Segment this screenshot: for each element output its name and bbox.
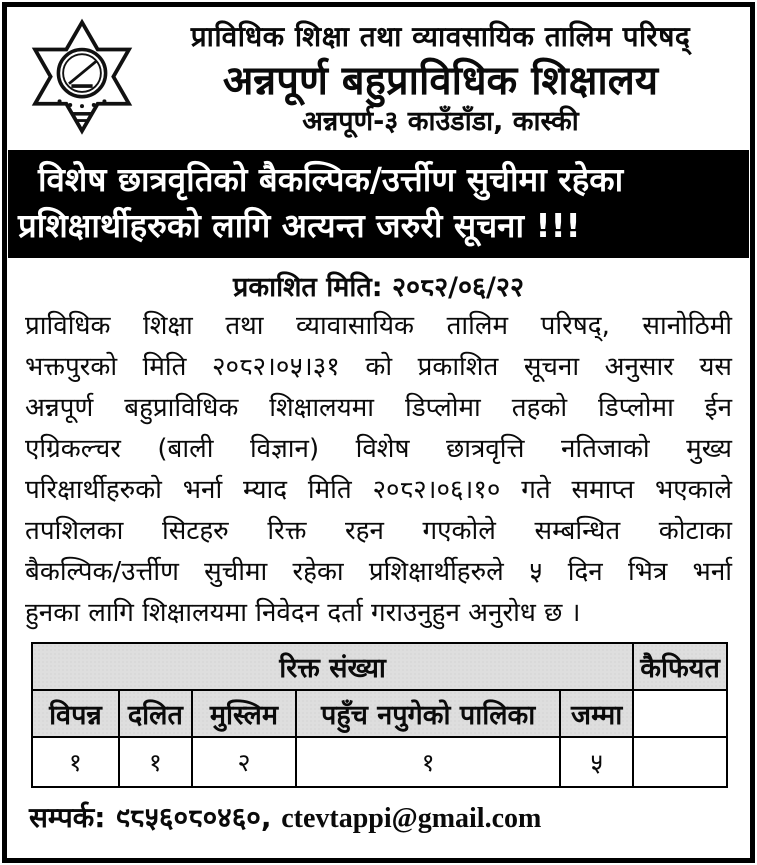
notice-body-line: बैकल्पिक/उर्त्तीण सुचीमा रहेका प्रशिक्षार्थीहरुले ५ दिन भित्र भर्ना xyxy=(25,557,732,588)
value-remarks xyxy=(633,737,727,787)
organization-name: प्राविधिक शिक्षा तथा व्यावसायिक तालिम परिषद् xyxy=(190,20,691,54)
contact-label: सम्पर्क: xyxy=(29,801,106,835)
contact-separator: , xyxy=(260,801,272,835)
notice-body-line: अन्नपूर्ण बहुप्राविधिक शिक्षालयमा डिप्लोमा तहको डिप्लोमा ईन xyxy=(25,393,732,424)
column-header-muslim: मुस्लिम xyxy=(192,690,296,737)
value-palika: १ xyxy=(296,737,560,787)
column-header-total: जम्मा xyxy=(560,690,633,737)
school-logo xyxy=(21,15,143,143)
table-group-header-row xyxy=(32,643,727,690)
column-header-palika: पहुँच नपुगेको पालिका xyxy=(296,690,560,737)
letterhead-titles xyxy=(143,21,738,136)
table-data-row xyxy=(32,737,727,787)
notice-title-banner xyxy=(8,150,749,258)
value-vipanna: १ xyxy=(32,737,119,787)
column-header-dalit: दलित xyxy=(119,690,192,737)
published-date-label: प्रकाशित मिति: xyxy=(232,272,383,304)
published-date-line xyxy=(7,267,750,304)
value-muslim: २ xyxy=(192,737,296,787)
notice-body-line: तपशिलका सिटहरु रिक्त रहन गएकोले सम्बन्धित कोटाका xyxy=(25,516,732,547)
school-address: अन्नपूर्ण-३ काउँडाँडा, कास्की xyxy=(302,105,579,137)
value-dalit: १ xyxy=(119,737,192,787)
contact-email: ctevtappi@gmail.com xyxy=(281,803,542,835)
table-column-header-row xyxy=(32,690,727,737)
notice-body-line: भक्तपुरको मिति २०८२।०५।३१ को प्रकाशित सूचना अनुसार यस xyxy=(25,352,732,383)
letterhead xyxy=(7,7,750,147)
banner-line-1: विशेष छात्रवृतिको बैकल्पिक/उर्त्तीण सुचीमा रहेका xyxy=(38,160,624,199)
notice-body-line: एग्रिकल्चर (बाली विज्ञान) विशेष छात्रवृत्ति नतिजाको मुख्य xyxy=(25,434,732,465)
banner-line-2: प्रशिक्षार्थीहरुको लागि अत्यन्त जरुरी सूचना !!! xyxy=(18,206,581,246)
vacancy-table xyxy=(31,642,728,788)
value-total: ५ xyxy=(560,737,633,787)
published-date-value: २०८२/०६/२२ xyxy=(391,272,524,304)
remarks-header: कैफियत xyxy=(633,643,727,690)
remarks-subheader-cell xyxy=(633,690,727,737)
contact-phone: ९८५६०८०४६० xyxy=(115,801,261,835)
notice-body xyxy=(7,304,750,634)
school-name: अन्नपूर्ण बहुप्राविधिक शिक्षालय xyxy=(222,57,659,104)
column-header-vipanna: विपन्न xyxy=(32,690,119,737)
six-pointed-star-icon xyxy=(23,17,141,141)
document-border-frame xyxy=(2,2,755,863)
notice-body-line: परिक्षार्थीहरुको भर्ना म्याद मिति २०८२।०६।१० गते समाप्त भएकाले xyxy=(25,475,732,506)
notice-body-line: हुनका लागि शिक्षालयमा निवेदन दर्ता गराउनुहुन अनुरोध छ । xyxy=(25,598,581,629)
contact-line xyxy=(7,788,750,846)
vacant-count-group-header: रिक्त संख्या xyxy=(32,643,633,690)
notice-body-line: प्राविधिक शिक्षा तथा व्यावासायिक तालिम परिषद्, सानोठिमी xyxy=(25,311,732,342)
